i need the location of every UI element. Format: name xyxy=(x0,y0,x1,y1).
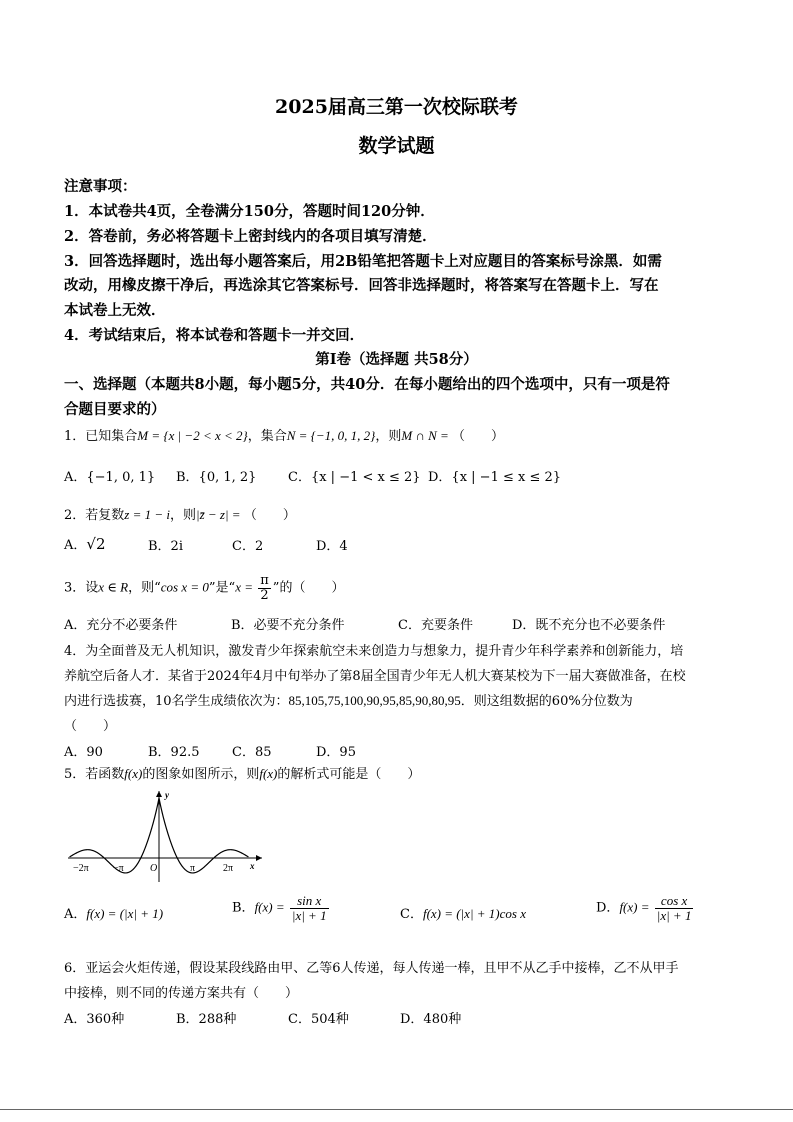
q5-option-a xyxy=(64,903,163,922)
notice-item-3-line1: 3．回答选择题时，选出每小题答案后，用2B铅笔把答题卡上对应题目的答案标号涂黑．如需 xyxy=(64,253,662,270)
q4-scores: 85,105,75,100,90,95,85,90,80,95 xyxy=(288,693,461,708)
q2-option-a-value: √2 xyxy=(86,535,106,553)
q5-option-d-fraction xyxy=(655,894,694,922)
page-bottom-rule xyxy=(0,1109,793,1110)
part1-heading: 第Ⅰ卷（选择题 共58分） xyxy=(315,351,478,368)
q2-option-a-label: A． xyxy=(64,538,87,553)
q3-mid: ，则“ xyxy=(128,580,161,596)
subject-title: 数学试题 xyxy=(358,135,435,157)
q5-fx2: f(x) xyxy=(259,766,278,781)
q5-option-c xyxy=(400,903,526,922)
q2-expr2: |z̄ − z| = xyxy=(196,507,244,522)
notice-heading: 注意事项： xyxy=(64,178,137,195)
q3-frac-den: 2 xyxy=(260,587,269,603)
q1-prefix: 1．已知集合 xyxy=(64,429,138,444)
q5-option-d-label: D． xyxy=(596,900,620,916)
q5-option-b-num: sin x xyxy=(290,894,329,909)
q2-option-a xyxy=(64,534,106,553)
function-graph xyxy=(62,785,272,885)
q5-option-b-label: B． xyxy=(232,900,255,916)
q5-option-c-label: C． xyxy=(400,907,423,922)
tick-label-neg-pi: −π xyxy=(113,863,124,874)
q2-option-b: B．2i xyxy=(148,539,183,554)
question-4-line3 xyxy=(64,690,633,709)
q1-mid2: ，则 xyxy=(375,429,402,444)
tick-label-2pi: 2π xyxy=(223,863,234,874)
x-axis-label: x xyxy=(250,861,255,871)
section-heading-line2: 合题目要求的） xyxy=(64,401,166,418)
question-6-line1: 6．亚运会火炬传递，假设某段线路由甲、乙等6人传递，每人传递一棒，且甲不从乙手中接棒，乙不从甲手 xyxy=(64,961,679,976)
question-4-line4: （ ） xyxy=(64,719,117,734)
notice-item-4: 4．考试结束后，将本试卷和答题卡一并交回． xyxy=(64,327,365,344)
question-4-line2: 养航空后备人才．某省于2024年4月中旬举办了第8届全国青少年无人机大赛某校为下一届大赛做准备，在校 xyxy=(64,669,686,684)
q3-prefix: 3．设 xyxy=(64,580,99,596)
q6-option-d: D．480种 xyxy=(400,1012,462,1027)
q5-option-b-fraction xyxy=(290,894,329,922)
q1-option-c: C．{x | −1 < x ≤ 2} xyxy=(288,470,421,485)
q5-suffix: 的解析式可能是（ ） xyxy=(277,767,421,782)
q1-set-n: N = {−1, 0, 1, 2} xyxy=(286,428,376,443)
q5-mid: 的图象如图所示，则 xyxy=(142,767,260,782)
q5-option-a-expr: f(x) = (|x| + 1) xyxy=(86,906,164,921)
q5-option-b xyxy=(232,894,331,922)
q4-option-a: A．90 xyxy=(64,745,103,760)
q3-frac-num: π xyxy=(260,573,269,588)
exam-title: 2025届高三第一次校际联考 xyxy=(275,96,518,118)
question-5-stem xyxy=(64,763,420,782)
q5-option-b-lhs: f(x) = xyxy=(254,899,288,915)
q5-option-d-den: |x| + 1 xyxy=(656,907,692,923)
notice-item-3-line3: 本试卷上无效． xyxy=(64,302,166,319)
q2-option-c: C．2 xyxy=(232,539,264,554)
q4-option-b: B．92.5 xyxy=(148,745,200,760)
q2-option-d: D．4 xyxy=(316,539,348,554)
q3-option-c: C．充要条件 xyxy=(398,618,473,633)
q5-option-d-lhs: f(x) = xyxy=(619,899,653,915)
q5-option-a-label: A． xyxy=(64,907,87,922)
q1-expr: M ∩ N = xyxy=(401,428,453,443)
question-2-stem xyxy=(64,504,296,523)
question-1-stem xyxy=(64,425,504,444)
question-6-line2: 中接棒，则不同的传递方案共有（ ） xyxy=(64,986,299,1001)
q1-option-b: B．{0, 1, 2} xyxy=(176,470,257,485)
tick-label-neg-2pi: −2π xyxy=(73,863,89,874)
q5-option-b-den: |x| + 1 xyxy=(291,907,327,923)
q4-line3-suffix: ．则这组数据的60%分位数为 xyxy=(460,694,633,709)
section-heading-line1: 一、选择题（本题共8小题，每小题5分，共40分．在每小题给出的四个选项中，只有一项是符 xyxy=(64,376,670,393)
q1-mid: ，集合 xyxy=(247,429,287,444)
q3-cond1: cos x = 0 xyxy=(160,579,209,595)
q3-cond2-left: x = xyxy=(235,579,257,595)
q1-option-a: A．{−1, 0, 1} xyxy=(64,470,156,485)
tick-label-pi: π xyxy=(190,863,196,874)
origin-label: O xyxy=(150,863,158,874)
q2-prefix: 2．若复数 xyxy=(64,508,125,523)
q3-mid2: ”是“ xyxy=(208,580,236,596)
question-3-stem xyxy=(64,574,344,602)
q2-expr: z = 1 − i xyxy=(124,507,170,522)
q3-option-a: A．充分不必要条件 xyxy=(64,618,178,633)
q4-option-c: C．85 xyxy=(232,745,272,760)
q6-option-a: A．360种 xyxy=(64,1012,125,1027)
q5-option-d xyxy=(596,894,695,922)
q3-option-b: B．必要不充分条件 xyxy=(231,618,345,633)
q5-prefix: 5．若函数 xyxy=(64,767,125,782)
q3-suffix: ”的（ ） xyxy=(272,580,345,596)
notice-item-3-line2: 改动，用橡皮擦干净后，再选涂其它答案标号．回答非选择题时，将答案写在答题卡上．写在 xyxy=(64,277,659,294)
notice-item-2: 2．答卷前，务必将答题卡上密封线内的各项目填写清楚． xyxy=(64,228,437,245)
q6-option-b: B．288种 xyxy=(176,1012,237,1027)
q1-option-d: D．{x | −1 ≤ x ≤ 2} xyxy=(428,470,562,485)
q2-paren: （ ） xyxy=(243,508,296,523)
q3-pi-over-2 xyxy=(258,574,271,602)
notice-item-1: 1．本试卷共4页，全卷满分150分，答题时间120分钟． xyxy=(64,203,435,220)
q5-option-d-num: cos x xyxy=(655,894,694,909)
q1-paren: （ ） xyxy=(452,429,505,444)
q2-mid: ，则 xyxy=(170,508,197,523)
q1-set-m: M = {x | −2 < x < 2} xyxy=(137,428,248,443)
q4-option-d: D．95 xyxy=(316,745,356,760)
q3-option-d: D．既不充分也不必要条件 xyxy=(512,618,666,633)
y-axis-label: y xyxy=(165,790,169,800)
q5-fx: f(x) xyxy=(124,766,143,781)
question-4-line1: 4．为全面普及无人机知识，激发青少年探索航空未来创造力与想象力，提升青少年科学素养和创新能力，培 xyxy=(64,644,684,659)
q5-option-c-expr: f(x) = (|x| + 1)cos x xyxy=(422,906,526,921)
q4-line3-prefix: 内进行选拔赛，10名学生成绩依次为： xyxy=(64,694,289,709)
q6-option-c: C．504种 xyxy=(288,1012,349,1027)
q3-expr: x ∈ R xyxy=(98,579,129,595)
